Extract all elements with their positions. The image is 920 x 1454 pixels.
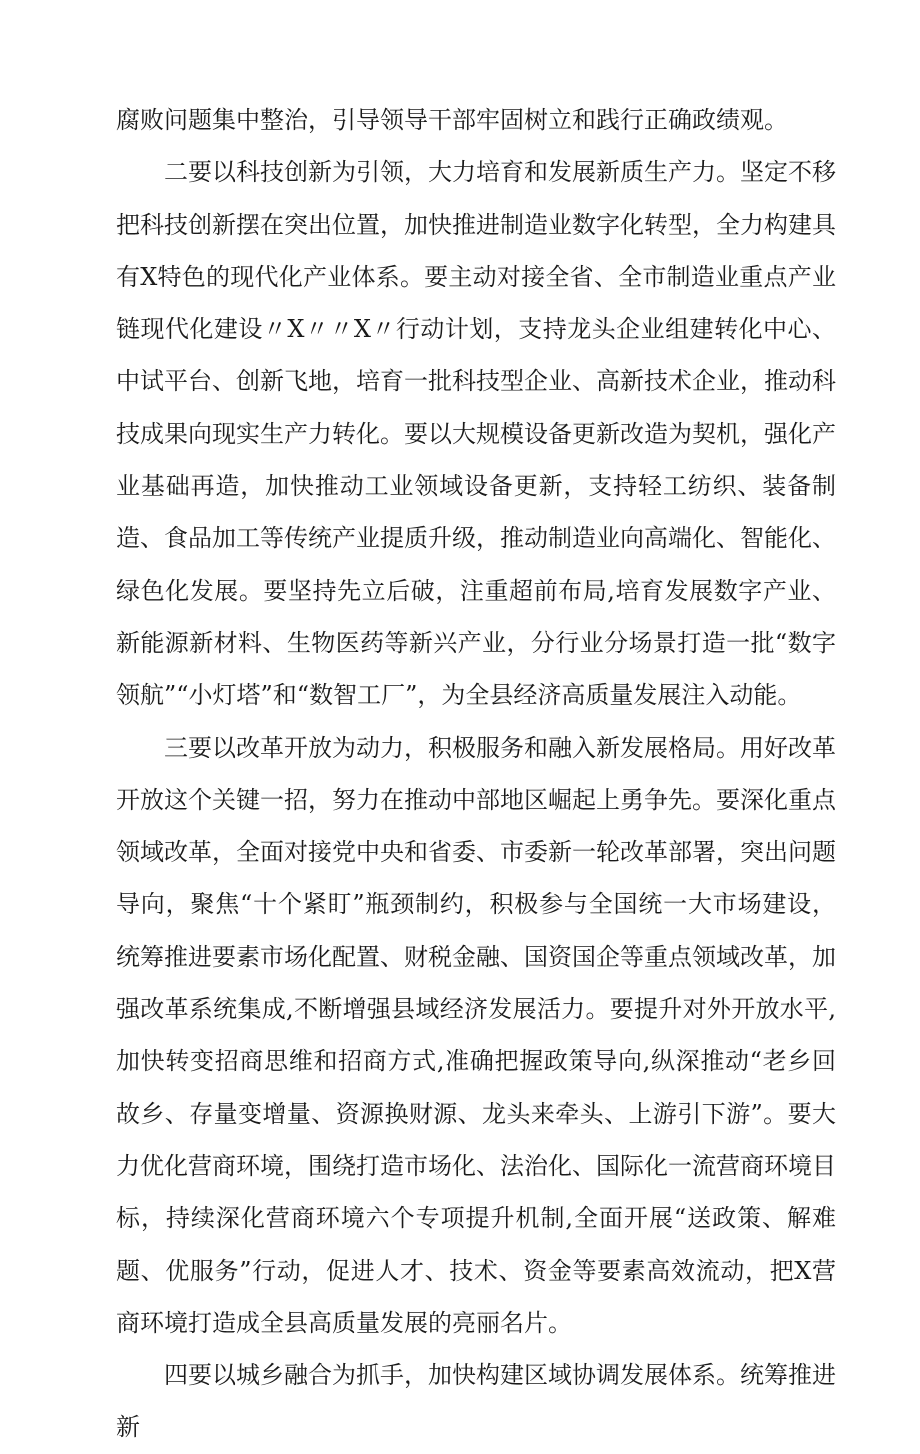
paragraph-3: 三要以改革开放为动力，积极服务和融入新发展格局。用好改革开放这个关键一招，努力在推动中部地区崛起上勇争先。要深化重点领域改革，全面对接党中央和省委、市委新一轮改革部署，突出问题导向，聚焦“十个紧盯”瓶颈制约，积极参与全国统一大市场建设，统筹推进要素市场化配置、财税金融、国资国企等重点领域改革，加强改革系统集成,不断增强县域经济发展活力。要提升对外开放水平,加快转变招商思维和招商方式,准确把握政策导向,纵深推动“老乡回故乡、存量变增量、资源换财源、龙头来牵头、上游引下游”。要大力优化营商环境，围绕打造市场化、法治化、国际化一流营商环境目标，持续深化营商环境六个专项提升机制,全面开展“送政策、解难题、优服务”行动，促进人才、技术、资金等要素高效流动，把X营商环境打造成全县高质量发展的亮丽名片。	[116, 733, 836, 1337]
document-body	[116, 94, 836, 1454]
paragraph-2: 二要以科技创新为引领，大力培育和发展新质生产力。坚定不移把科技创新摆在突出位置，加快推进制造业数字化转型，全力构建具有X特色的现代化产业体系。要主动对接全省、全市制造业重点产业链现代化建设〃X〃〃X〃行动计划，支持龙头企业组建转化中心、中试平台、创新飞地，培育一批科技型企业、高新技术企业，推动科技成果向现实生产力转化。要以大规模设备更新改造为契机，强化产业基础再造，加快推动工业领域设备更新，支持轻工纺织、装备制造、食品加工等传统产业提质升级，推动制造业向高端化、智能化、绿色化发展。要坚持先立后破，注重超前布局,培育发展数字产业、新能源新材料、生物医药等新兴产业，分行业分场景打造一批“数字领航”“小灯塔”和“数智工厂”，为全县经济高质量发展注入动能。	[116, 158, 836, 710]
paragraph-1: 腐败问题集中整治，引导领导干部牢固树立和践行正确政绩观。	[116, 106, 788, 134]
paragraph-4: 四要以城乡融合为抓手，加快构建区域协调发展体系。统筹推进新	[116, 1361, 836, 1442]
